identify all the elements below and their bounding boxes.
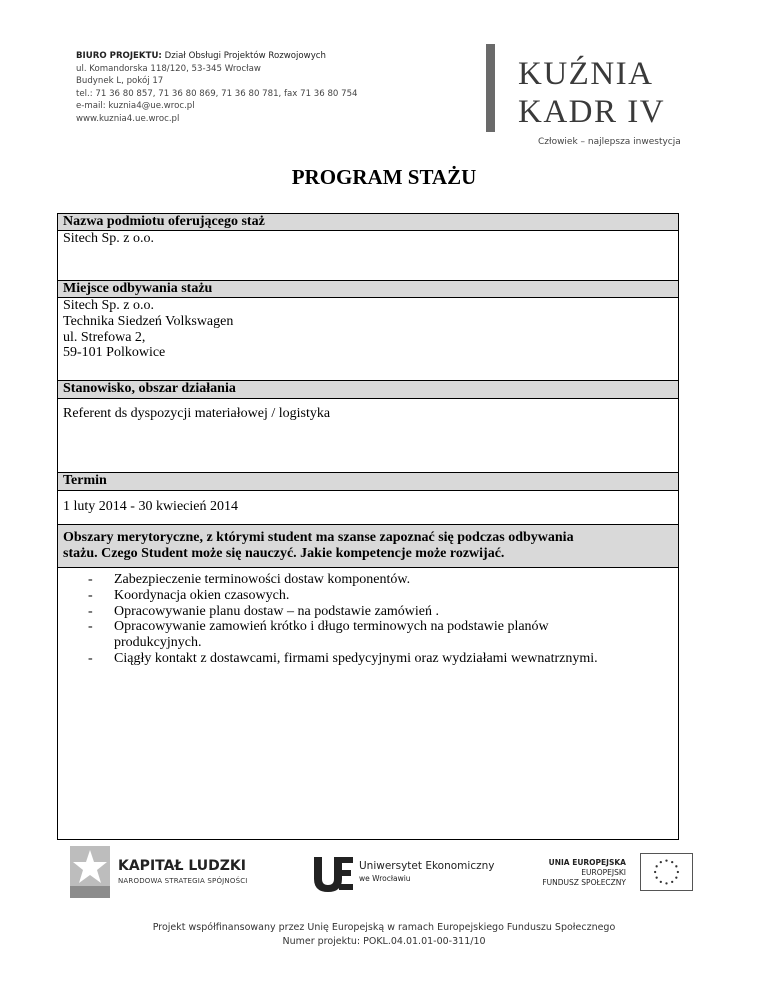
section-body-location xyxy=(58,298,678,361)
internship-form xyxy=(57,213,679,840)
page-title: PROGRAM STAŻU xyxy=(291,165,477,189)
logo-line-2: KADR IV xyxy=(518,94,666,130)
section-label: Nazwa podmiotu oferującego staż xyxy=(63,214,265,229)
section-body-term xyxy=(58,499,678,515)
website-line: www.kuznia4.ue.wroc.pl xyxy=(76,113,180,124)
section-header-position xyxy=(58,380,678,399)
office-name: Dział Obsługi Projektów Rozwojowych xyxy=(164,51,326,61)
section-header-location xyxy=(58,280,678,298)
ue-name: Uniwersytet Ekonomiczny xyxy=(359,860,495,872)
list-item xyxy=(58,604,678,620)
location-line: Technika Siedzeń Volkswagen xyxy=(63,313,234,329)
section-label-line: Obszary merytoryczne, z którymi student ma szanse zapoznać się podczas odbywania xyxy=(63,530,574,545)
eu-line: FUNDUSZ SPOŁECZNY xyxy=(542,878,626,887)
phone-line: tel.: 71 36 80 857, 71 36 80 869, 71 36 80 781, fax 71 36 80 754 xyxy=(76,88,358,99)
cofin-line: Projekt współfinansowany przez Unię Europejską w ramach Europejskiego Funduszu Społecznego xyxy=(152,922,616,933)
project-office-block xyxy=(76,50,476,126)
header-divider xyxy=(486,44,495,132)
kapital-ludzki-logo-icon xyxy=(70,846,110,898)
ue-logo-icon xyxy=(312,855,354,893)
address-line: ul. Komandorska 118/120, 53-345 Wrocław xyxy=(76,63,261,74)
list-dash: - xyxy=(88,603,93,619)
eu-text xyxy=(530,858,626,888)
eu-line: UNIA EUROPEJSKA xyxy=(548,858,626,867)
section-body-position xyxy=(58,406,678,422)
ue-city: we Wrocławiu xyxy=(359,874,411,883)
task-text: Ciągły kontakt z dostawcami, firmami spedycyjnymi oraz wydziałami wewnatrznymi. xyxy=(114,650,598,666)
kl-title: KAPITAŁ LUDZKI xyxy=(118,858,246,874)
address-line: Budynek L, pokój 17 xyxy=(76,76,164,87)
section-label: Termin xyxy=(63,473,107,488)
task-text: Zabezpieczenie terminowości dostaw komponentów. xyxy=(114,572,411,587)
section-label: Miejsce odbywania stażu xyxy=(63,281,213,296)
position-value: Referent ds dyspozycji materiałowej / logistyka xyxy=(63,406,331,421)
eu-line: EUROPEJSKI xyxy=(581,868,626,877)
section-body-company xyxy=(58,231,678,247)
list-dash: - xyxy=(88,619,93,635)
section-header-term xyxy=(58,472,678,491)
task-text: Koordynacja okien czasowych. xyxy=(114,587,290,603)
location-line: 59-101 Polkowice xyxy=(63,345,166,361)
list-item xyxy=(58,588,678,604)
list-dash: - xyxy=(88,572,93,587)
section-header-areas xyxy=(58,524,678,568)
kuznia-kadr-logo xyxy=(518,55,688,131)
location-line: ul. Strefowa 2, xyxy=(63,329,146,345)
location-line: Sitech Sp. z o.o. xyxy=(63,298,154,313)
company-name: Sitech Sp. z o.o. xyxy=(63,231,154,246)
list-dash: - xyxy=(88,650,93,666)
cofinancing-note xyxy=(0,921,768,949)
email-line: e-mail: kuznia4@ue.wroc.pl xyxy=(76,101,195,112)
term-value: 1 luty 2014 - 30 kwiecień 2014 xyxy=(63,499,238,514)
list-item xyxy=(58,619,678,651)
task-text: Opracowywanie planu dostaw – na podstawie zamówień . xyxy=(114,603,440,619)
section-header-company xyxy=(58,214,678,231)
logo-line-1: KUŹNIA xyxy=(518,56,654,92)
kl-subtitle: NARODOWA STRATEGIA SPÓJNOŚCI xyxy=(118,877,248,885)
task-list xyxy=(58,572,678,667)
task-text: Opracowywanie zamowień krótko i długo terminowych na podstawie planów produkcyjnych. xyxy=(114,619,549,651)
list-dash: - xyxy=(88,587,93,603)
office-label: BIURO PROJEKTU: xyxy=(76,51,162,61)
project-number: Numer projektu: POKL.04.01.01-00-311/10 xyxy=(282,936,486,947)
office-heading xyxy=(76,50,476,63)
list-item xyxy=(58,651,678,667)
section-label-line: stażu. Czego Student może się nauczyć. Jakie kompetencje może rozwijać. xyxy=(63,545,505,561)
section-label: Stanowisko, obszar działania xyxy=(63,381,236,396)
eu-flag-icon xyxy=(640,853,693,891)
list-item xyxy=(58,572,678,588)
tagline: Człowiek – najlepsza inwestycja xyxy=(538,137,681,147)
